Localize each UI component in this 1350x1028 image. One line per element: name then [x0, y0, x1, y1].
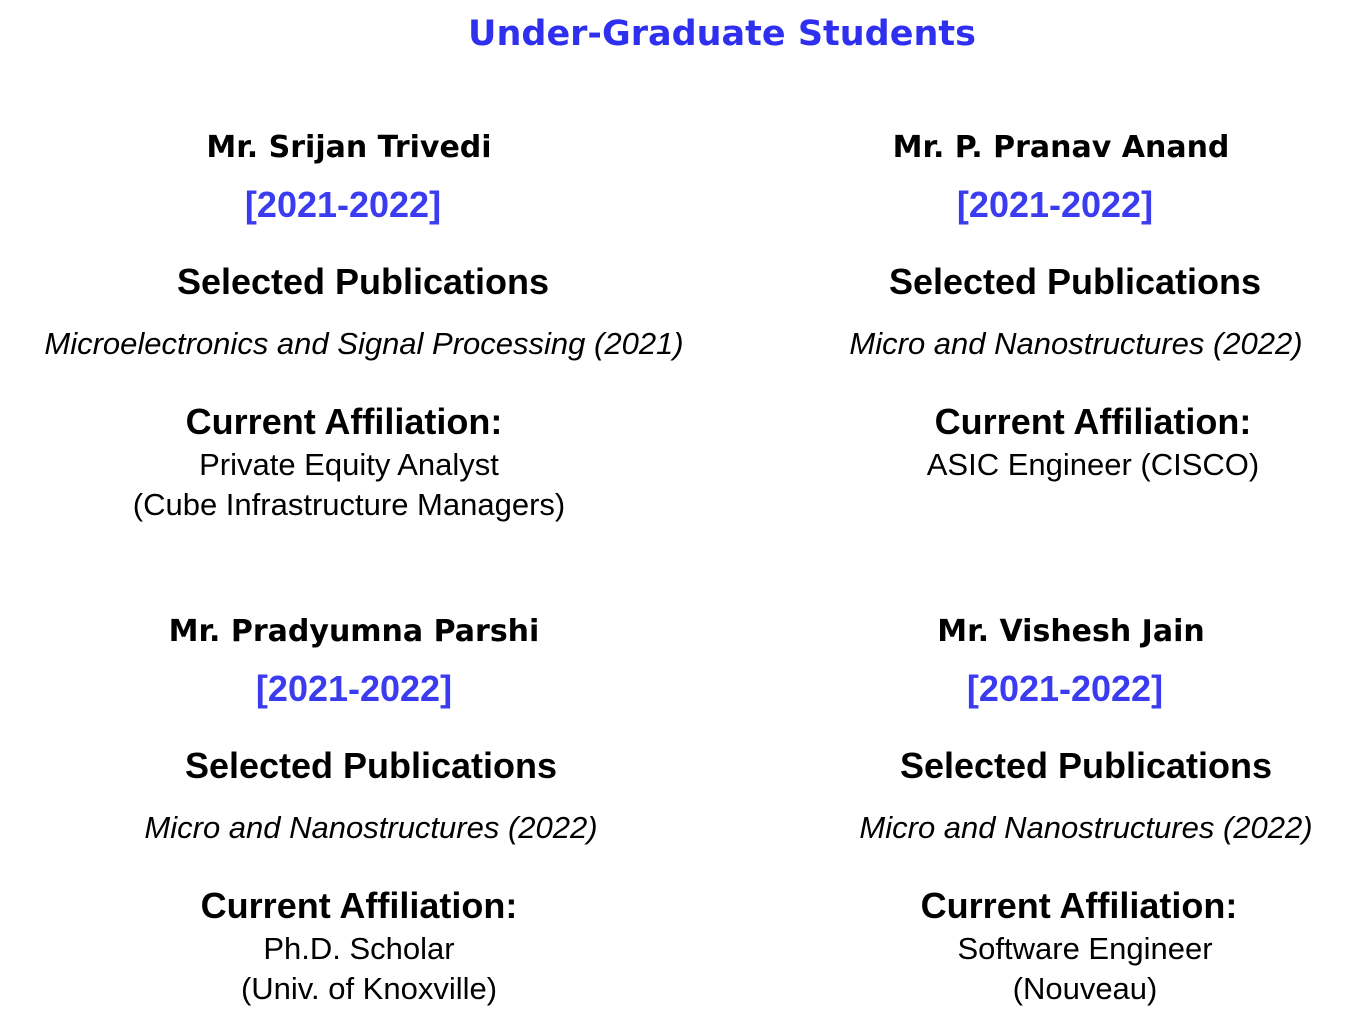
affiliation-line: (Cube Infrastructure Managers) [132, 487, 566, 522]
student-years: [2021-2022] [255, 668, 453, 709]
student-name: Mr. Vishesh Jain [937, 614, 1205, 649]
publications-heading: Selected Publications [899, 745, 1273, 786]
affiliation-heading: Current Affiliation: [920, 885, 1238, 926]
affiliation-heading: Current Affiliation: [200, 885, 518, 926]
student-years: [2021-2022] [956, 184, 1154, 225]
student-years: [2021-2022] [244, 184, 442, 225]
publication-title: Micro and Nanostructures (2022) [849, 326, 1303, 361]
affiliation-heading: Current Affiliation: [934, 401, 1252, 442]
affiliation-line: Ph.D. Scholar [263, 931, 455, 966]
student-years: [2021-2022] [966, 668, 1164, 709]
affiliation-line: Software Engineer [957, 931, 1213, 966]
publications-heading: Selected Publications [888, 261, 1262, 302]
affiliation-line: (Nouveau) [1012, 971, 1158, 1006]
student-name: Mr. P. Pranav Anand [892, 130, 1230, 165]
affiliation-line: Private Equity Analyst [199, 447, 499, 482]
student-name: Mr. Pradyumna Parshi [168, 614, 540, 649]
affiliation-heading: Current Affiliation: [185, 401, 503, 442]
page-title: Under-Graduate Students [468, 14, 976, 54]
publication-title: Micro and Nanostructures (2022) [144, 810, 598, 845]
publications-heading: Selected Publications [184, 745, 558, 786]
publication-title: Micro and Nanostructures (2022) [859, 810, 1313, 845]
publications-heading: Selected Publications [176, 261, 550, 302]
affiliation-line: (Univ. of Knoxville) [240, 971, 498, 1006]
student-name: Mr. Srijan Trivedi [206, 130, 492, 165]
affiliation-line: ASIC Engineer (CISCO) [926, 447, 1260, 482]
publication-title: Microelectronics and Signal Processing (2021) [44, 326, 684, 361]
